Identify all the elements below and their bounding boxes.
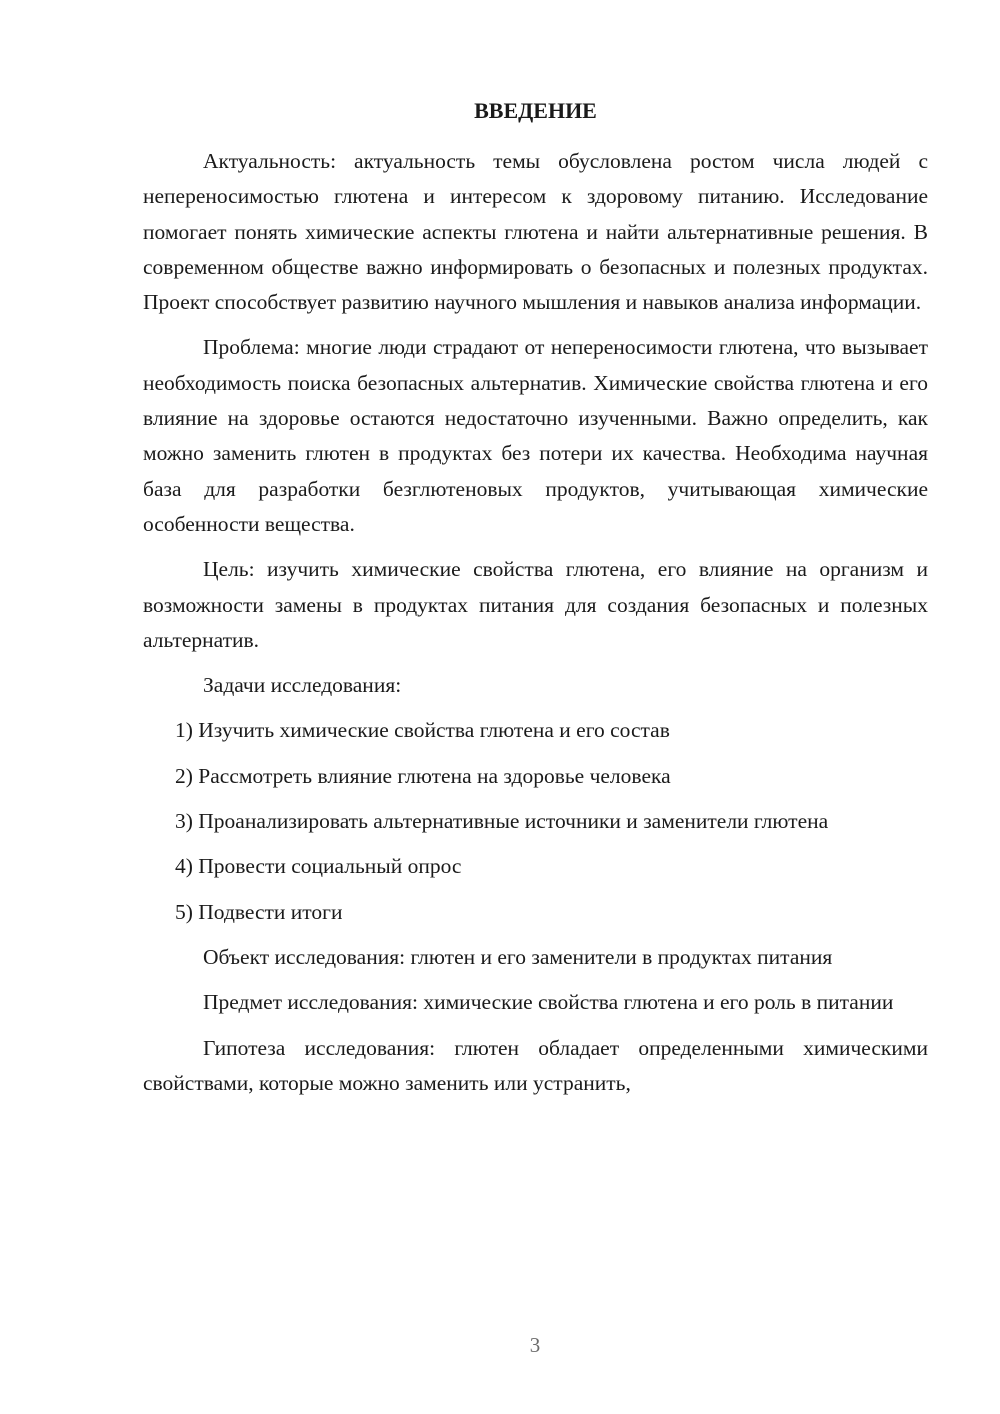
goal-paragraph: Цель: изучить химические свойства глютена, его влияние на организм и возможности замены в продуктах питания для создания безопасных и полезных альтернатив. xyxy=(143,557,928,652)
task-item: 2) Рассмотреть влияние глютена на здоровье человека xyxy=(175,763,671,788)
task-item: 4) Провести социальный опрос xyxy=(175,854,462,879)
relevance-paragraph: Актуальность: актуальность темы обусловлена ростом числа людей с непереносимостью глютена и интересом к здоровому питанию. Исследование помогает понять химические аспекты глютена и найти альтернативные решения. В современном обществе важно информировать о безопасных и полезных продуктах. Проект способствует развитию научного мышления и навыков анализа информации. xyxy=(143,149,928,315)
object-paragraph: Объект исследования: глютен и его заменители в продуктах питания xyxy=(203,944,833,969)
document-page xyxy=(143,96,928,1111)
subject-paragraph: Предмет исследования: химические свойства глютена и его роль в питании xyxy=(203,990,894,1015)
task-item: 5) Подвести итоги xyxy=(175,899,343,924)
page-number: 3 xyxy=(529,1333,541,1357)
task-item: 1) Изучить химические свойства глютена и его состав xyxy=(175,718,670,743)
section-title: ВВЕДЕНИЕ xyxy=(474,98,597,123)
task-item: 3) Проанализировать альтернативные источники и заменители глютена xyxy=(175,809,829,834)
problem-paragraph: Проблема: многие люди страдают от непереносимости глютена, что вызывает необходимость поиска безопасных альтернатив. Химические свойства глютена и его влияние на здоровье остаются недостаточно изученными. Важно определить, как можно заменить глютен в продуктах без потери их качества. Необходима научная база для разработки безглютеновых продуктов, учитывающая химические особенности вещества. xyxy=(143,335,928,536)
tasks-heading: Задачи исследования: xyxy=(203,673,402,698)
hypothesis-paragraph: Гипотеза исследования: глютен обладает определенными химическими свойствами, которые можно заменить или устранить, xyxy=(143,1035,928,1095)
